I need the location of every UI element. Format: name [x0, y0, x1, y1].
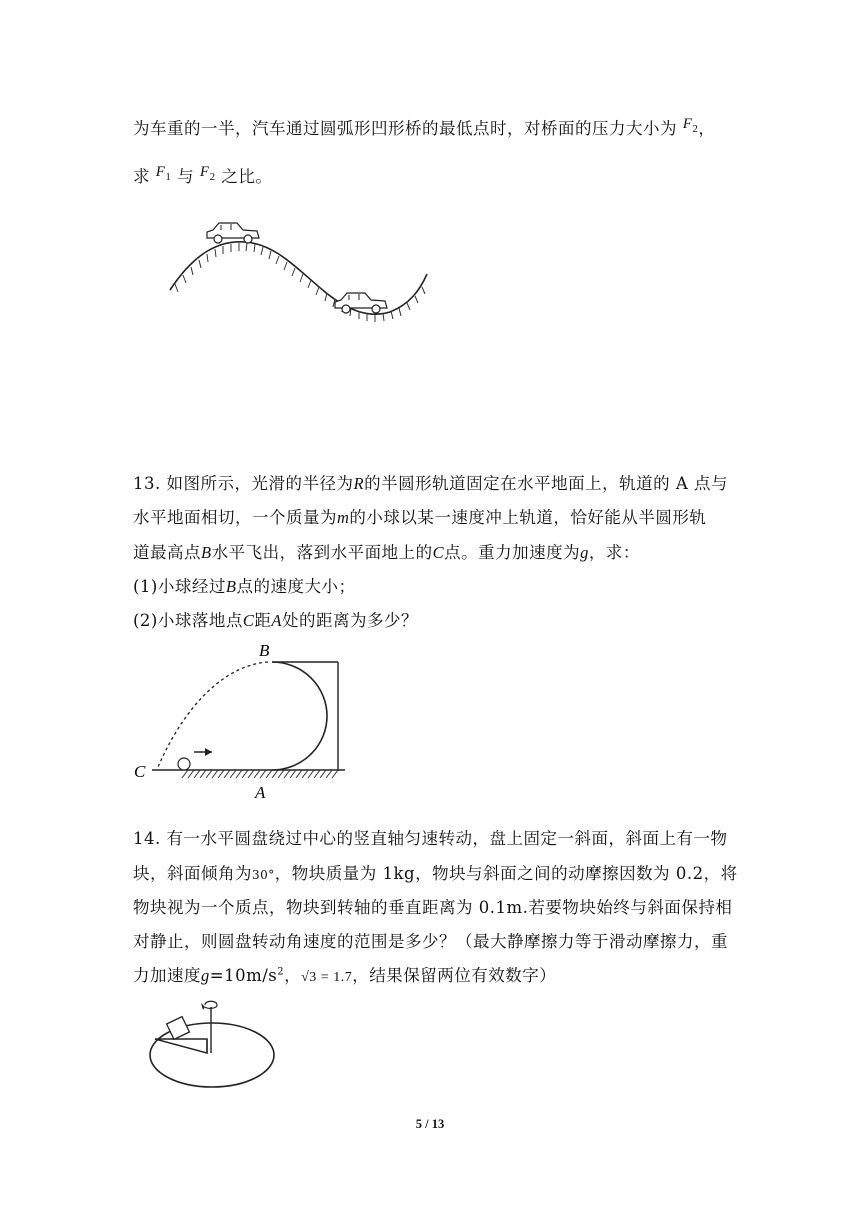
ground-hatch	[320, 770, 326, 778]
ground-hatch	[236, 770, 242, 778]
label-b: B	[259, 641, 270, 660]
ground-hatch	[266, 770, 272, 778]
ground-hatch	[230, 770, 236, 778]
q14-line-4: 对静止，则圆盘转动角速度的范围是多少？（最大静摩擦力等于滑动摩擦力，重	[133, 932, 728, 951]
ground-hatch	[188, 770, 194, 778]
ground-hatch	[182, 770, 188, 778]
q13-line-5: (2)小球落地点C距A处的距离为多少？	[133, 611, 418, 630]
label-a: A	[255, 783, 266, 802]
q14-line-1: 14. 有一水平圆盘绕过中心的竖直轴匀速转动，盘上固定一斜面，斜面上有一物	[133, 829, 728, 848]
ground-hatch	[248, 770, 254, 778]
ground-hatch	[218, 770, 224, 778]
ground-hatch	[242, 770, 248, 778]
ground-hatch	[290, 770, 296, 778]
ground-hatch	[212, 770, 218, 778]
ground-hatch	[206, 770, 212, 778]
ground-hatch	[254, 770, 260, 778]
ground-hatch	[260, 770, 266, 778]
ground-hatch	[200, 770, 206, 778]
ground-hatch	[326, 770, 332, 778]
ground-hatch	[314, 770, 320, 778]
page-number: 5 / 13	[415, 1117, 445, 1131]
f1-symbol: $F_1$	[155, 164, 172, 183]
rotating-disk-figure	[145, 995, 280, 1095]
f2-symbol: $F_2$	[682, 116, 699, 135]
f2-symbol: $F_2$	[199, 164, 216, 183]
q13-line-3: 道最高点B水平飞出，落到水平面地上的C点。重力加速度为g，求：	[133, 543, 640, 562]
q13-line-2: 水平地面相切，一个质量为m的小球以某一速度冲上轨道，恰好能从半圆形轨	[133, 508, 707, 527]
label-c: C	[134, 762, 146, 781]
q13-line-1: 13. 如图所示，光滑的半径为R的半圆形轨道固定在水平地面上，轨道的 A 点与	[133, 474, 728, 493]
ground-hatch	[272, 770, 278, 778]
ground-hatch	[308, 770, 314, 778]
ground-hatch	[302, 770, 308, 778]
ground-hatch	[278, 770, 284, 778]
q13-line-4: (1)小球经过B点的速度大小；	[133, 577, 356, 596]
q14-line-3: 物块视为一个质点，物块到转轴的垂直距离为 0.1m.若要物块始终与斜面保持相	[133, 898, 733, 917]
bridge-figure	[165, 212, 435, 337]
ground-hatch	[284, 770, 290, 778]
q14-line-5: 力加速度$g=10m/s^2$，√3 = 1.7，结果保留两位有效数字）	[133, 966, 557, 985]
ground-hatch	[224, 770, 230, 778]
ground-hatch	[332, 770, 338, 778]
semicircle-track-figure	[130, 640, 360, 802]
q12-line-1: 为车重的一半，汽车通过圆弧形凹形桥的最低点时，对桥面的压力大小为 $F_2$，	[133, 116, 716, 138]
car-top	[207, 223, 259, 243]
car-bottom	[335, 293, 387, 313]
ground-hatch	[296, 770, 302, 778]
q12-line-2: 求 $F_1$ 与 $F_2$ 之比。	[133, 164, 273, 186]
ground-hatch	[194, 770, 200, 778]
q14-line-2: 块，斜面倾角为30°，物块质量为 1kg，物块与斜面之间的动摩擦因数为 0.2，将	[133, 864, 738, 883]
